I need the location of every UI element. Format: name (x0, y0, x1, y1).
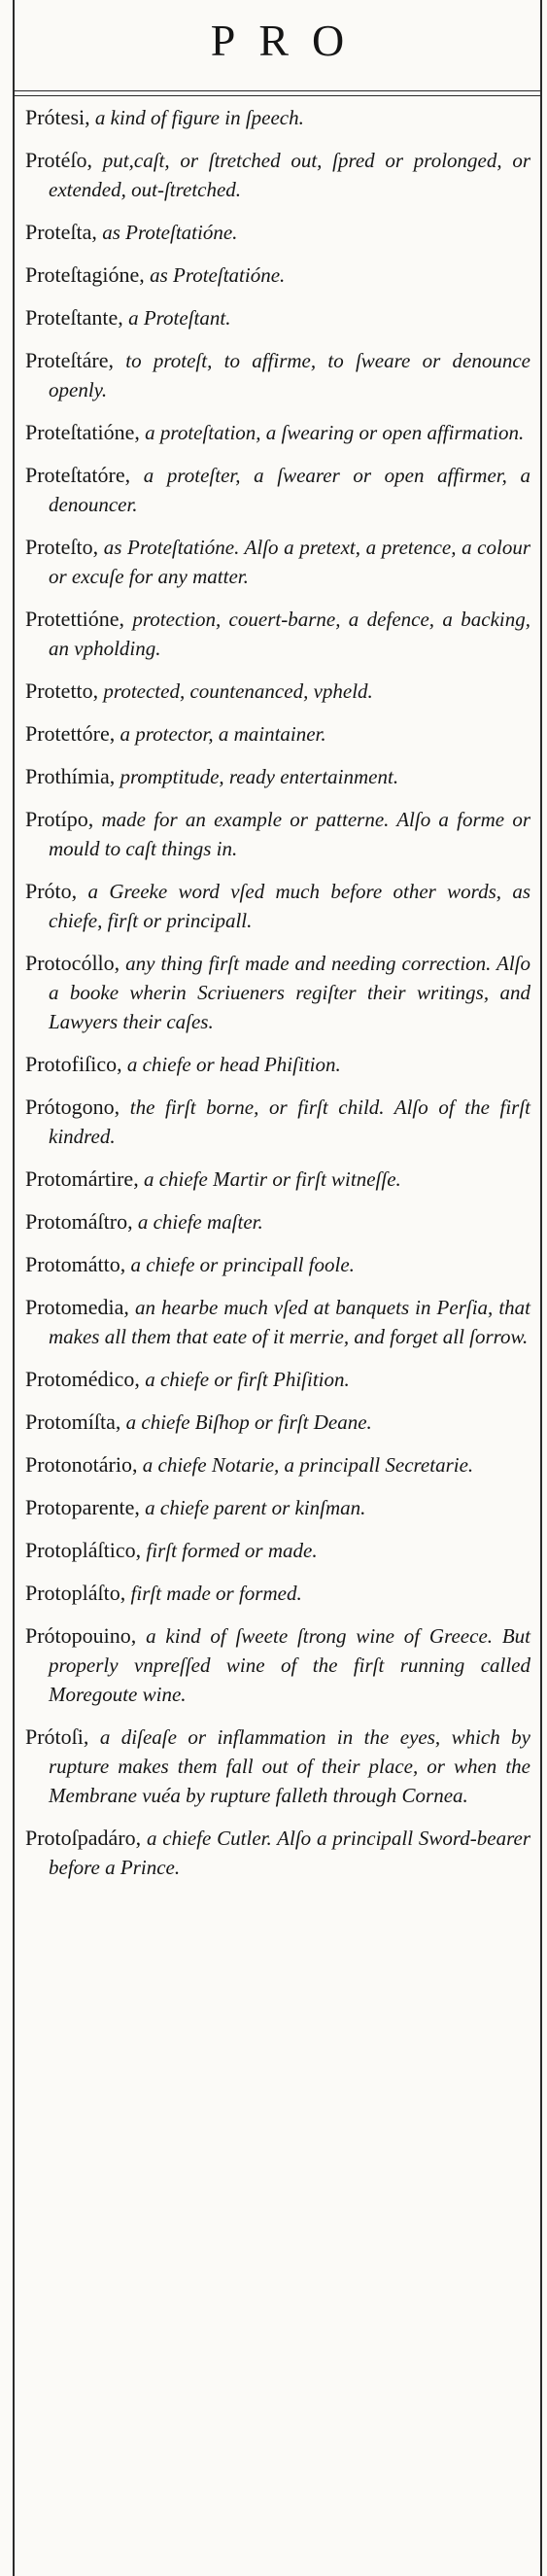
dictionary-entry (25, 261, 530, 290)
entry-definition: a proteſtation, a ſwearing or open affirmation. (139, 421, 525, 444)
dictionary-entry (25, 303, 530, 332)
dictionary-entry (25, 605, 530, 663)
dictionary-entry (25, 346, 530, 404)
dictionary-entry (25, 677, 530, 706)
entry-definition: a proteſter, a ſwearer or open affirmer, a denouncer. (49, 464, 530, 516)
entry-definition: a chiefe or firſt Phiſition. (139, 1368, 350, 1391)
dictionary-entry (25, 418, 530, 447)
entry-headword: Proteſtante, (25, 305, 123, 330)
entry-headword: Prótesi, (25, 105, 90, 129)
entry-definition: protection, couert-barne, a defence, a backing, an vpholding. (49, 608, 530, 660)
entry-definition: a diſeaſe or inflammation in the eyes, which by rupture makes them fall out of their place, or when the Membrane vuéa by rupture falleth through Cornea. (49, 1725, 530, 1807)
entry-headword: Protopláſtico, (25, 1538, 142, 1562)
entry-headword: Protípo, (25, 807, 94, 831)
dictionary-entry (25, 146, 530, 204)
header-rule (13, 90, 542, 96)
dictionary-entry (25, 1365, 530, 1394)
entry-definition: firſt formed or made. (141, 1539, 318, 1562)
dictionary-entry (25, 1536, 530, 1565)
entry-headword: Protonotário, (25, 1452, 138, 1477)
entry-headword: Próto, (25, 879, 78, 903)
entry-definition: a chiefe Notarie, a principall Secretarie. (137, 1453, 474, 1477)
entry-definition: a kind of figure in ſpeech. (89, 106, 304, 129)
page-header (15, 0, 540, 80)
entry-definition: a protector, a maintainer. (115, 722, 326, 746)
entry-definition: to proteſt, to affirme, to ſweare or denounce openly. (49, 349, 530, 401)
entry-headword: Protetto, (25, 679, 99, 703)
entry-headword: Protomíſta, (25, 1410, 121, 1434)
dictionary-entry (25, 533, 530, 591)
dictionary-entry (25, 1408, 530, 1437)
dictionary-entry (25, 1824, 530, 1882)
entry-definition: a chiefe Biſhop or firſt Deane. (120, 1410, 372, 1434)
dictionary-entry (25, 1093, 530, 1151)
entry-definition: put,caſt, or ſtretched out, ſpred or prolonged, or extended, out-ſtretched. (49, 149, 530, 201)
dictionary-entry (25, 1250, 530, 1279)
entry-definition: a kind of ſweete ſtrong wine of Greece. But properly vnpreſſed wine of the firſt running called Moregoute wine. (49, 1624, 530, 1706)
entry-headword: Prothímia, (25, 764, 116, 788)
entry-definition: a chiefe parent or kinſman. (139, 1496, 366, 1519)
entry-definition: promptitude, ready entertainment. (115, 765, 399, 788)
left-border-rule (13, 0, 15, 2576)
entry-headword: Protettóre, (25, 721, 116, 746)
entry-headword: Proteſtáre, (25, 348, 115, 372)
dictionary-entry (25, 1493, 530, 1522)
entry-headword: Proteſtagióne, (25, 262, 145, 287)
entry-definition: as Proteſtatióne. Alſo a pretext, a pretence, a colour or excuſe for any matter. (49, 536, 530, 588)
entry-definition: made for an example or patterne. Alſo a forme or mould to caſt things in. (49, 808, 530, 860)
entry-headword: Protofiſico, (25, 1052, 122, 1076)
entry-definition: firſt made or formed. (125, 1582, 302, 1605)
entry-headword: Proteſto, (25, 535, 99, 559)
entry-headword: Protocóllo, (25, 951, 120, 975)
dictionary-entry (25, 1579, 530, 1608)
dictionary-entry (25, 103, 530, 132)
entry-definition: a chiefe Cutler. Alſo a principall Sword-bearer before a Prince. (49, 1827, 530, 1879)
entry-headword: Protettióne, (25, 607, 125, 631)
entry-headword: Protomáſtro, (25, 1209, 133, 1234)
dictionary-entry (25, 1621, 530, 1709)
entry-definition: the firſt borne, or firſt child. Alſo of the firſt kindred. (49, 1096, 530, 1148)
entry-headword: Proteſtatóre, (25, 463, 131, 487)
dictionary-entry (25, 877, 530, 935)
page-title: PRO (210, 15, 368, 65)
entry-headword: Protoparente, (25, 1495, 140, 1519)
dictionary-entry (25, 719, 530, 748)
dictionary-entry (25, 1293, 530, 1351)
dictionary-entry (25, 218, 530, 247)
dictionary-entry (25, 1050, 530, 1079)
dictionary-entry (25, 1723, 530, 1810)
entry-definition: a chiefe Martir or firſt witneſſe. (138, 1167, 401, 1191)
entry-headword: Protomédico, (25, 1367, 140, 1391)
dictionary-entry (25, 461, 530, 519)
entry-headword: Protopláſto, (25, 1581, 126, 1605)
entry-definition: a Proteſtant. (122, 306, 231, 330)
dictionary-entry (25, 949, 530, 1036)
right-border-rule (540, 0, 542, 2576)
dictionary-entry (25, 1207, 530, 1236)
entry-definition: protected, countenanced, vpheld. (98, 679, 373, 703)
entry-definition: as Proteſtatióne. (96, 221, 238, 244)
dictionary-entry (25, 762, 530, 791)
entry-headword: Protoſpadáro, (25, 1826, 142, 1850)
entry-headword: Protéſo, (25, 148, 93, 172)
entry-definition: a chiefe maſter. (132, 1210, 263, 1234)
dictionary-entry (25, 1450, 530, 1479)
entry-headword: Prótoſi, (25, 1724, 89, 1749)
entry-definition: a chiefe or principall foole. (125, 1253, 355, 1276)
entry-definition: a chiefe or head Phiſition. (121, 1053, 341, 1076)
entry-headword: Protomártire, (25, 1166, 139, 1191)
entry-headword: Proteſtatióne, (25, 420, 140, 444)
entry-headword: Protomedia, (25, 1295, 129, 1319)
entry-headword: Proteſta, (25, 220, 97, 244)
entry-definition: any thing firſt made and needing correction. Alſo a booke wherin Scriueners regiſter their writings, and Lawyers their caſes. (49, 952, 530, 1033)
dictionary-entry (25, 1165, 530, 1194)
entry-headword: Protomátto, (25, 1252, 126, 1276)
entry-headword: Prótopouino, (25, 1623, 137, 1648)
entry-list (25, 103, 530, 1896)
entry-definition: an hearbe much vſed at banquets in Perſia, that makes all them that eate of it merrie, and forget all ſorrow. (49, 1296, 530, 1348)
dictionary-entry (25, 805, 530, 863)
entry-headword: Prótogono, (25, 1095, 120, 1119)
entry-definition: as Proteſtatióne. (144, 263, 286, 287)
entry-definition: a Greeke word vſed much before other words, as chiefe, firſt or principall. (49, 880, 530, 932)
